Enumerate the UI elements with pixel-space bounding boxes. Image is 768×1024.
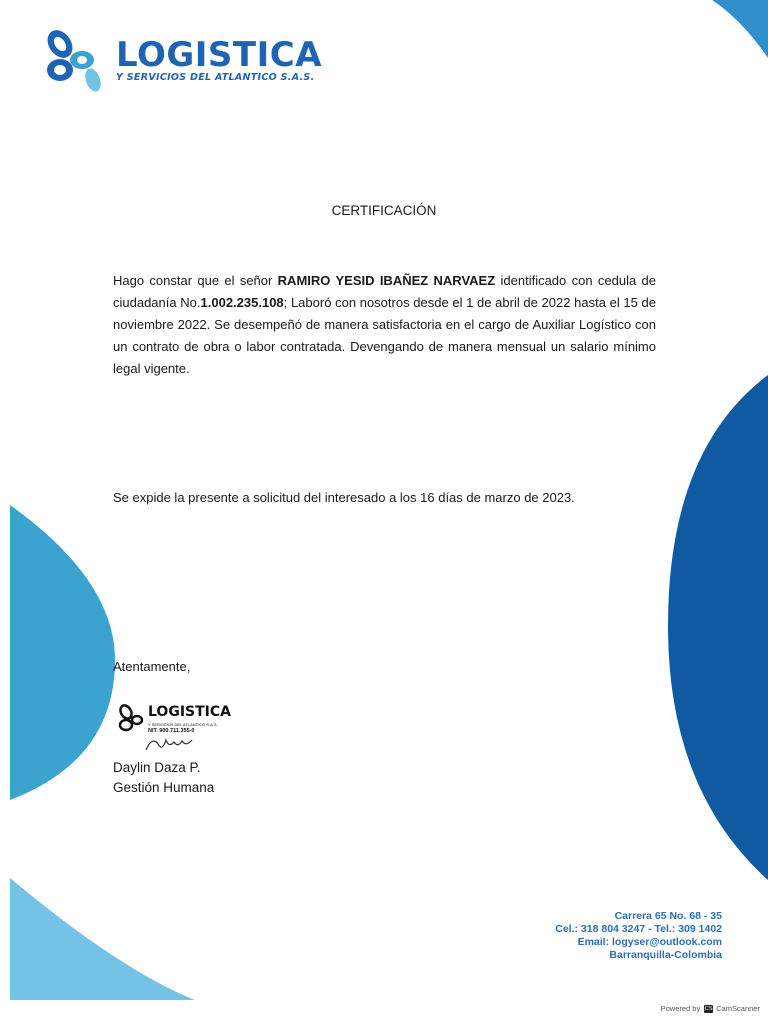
paragraph-part-3: ; Laboró con nosotros desde el 1 de abril de 2022 hasta el 15 de noviembre 2022. Se desempeñó de manera satisfactoria en el cargo de (113, 295, 656, 332)
left-arc (10, 505, 115, 800)
contact-phones: Cel.: 318 804 3247 - Tel.: 309 1402 (555, 923, 722, 935)
stamp-subtitle: Y SERVICIOS DEL ATLANTICO S.A.S. (148, 722, 218, 727)
camscanner-badge (661, 1004, 760, 1013)
company-stamp (116, 700, 231, 756)
top-right-swoosh (712, 0, 768, 58)
closing-salutation: Atentamente, (113, 659, 191, 674)
paragraph-part-4: con un contrato de obra o labor contratada. Devengando de manera mensual un salario mínimo legal vigente. (113, 317, 656, 376)
camscanner-icon: CS (704, 1005, 713, 1012)
logo-subtitle: Y SERVICIOS DEL ATLANTICO S.A.S. (116, 71, 315, 83)
signer-name: Daylin Daza P. (113, 760, 201, 775)
stamp-title: LOGISTICA (148, 704, 231, 720)
id-number: 1.002.235.108 (200, 295, 284, 310)
company-logo (38, 24, 322, 96)
certification-paragraph (113, 270, 656, 380)
signer-block (113, 758, 214, 798)
logo-symbol-icon (38, 24, 110, 96)
job-position: Auxiliar Logístico (532, 317, 632, 332)
document-title: CERTIFICACIÓN (331, 203, 437, 218)
employee-name: RAMIRO YESID IBAÑEZ NARVAEZ (277, 273, 496, 288)
paragraph-part-1: Hago constar que el señor (113, 273, 278, 288)
contact-address: Carrera 65 No. 68 - 35 (614, 910, 722, 922)
stamp-nit: NIT. 900.711.355-0 (148, 728, 195, 734)
powered-by-label: Powered by (660, 1004, 701, 1013)
bottom-left-swoosh (10, 878, 195, 1000)
contact-city: Barranquilla-Colombia (609, 949, 722, 961)
contact-info (555, 910, 722, 962)
signer-role: Gestión Humana (113, 780, 215, 795)
contact-email: Email: logyser@outlook.com (577, 936, 722, 948)
signature-scribble (146, 740, 192, 750)
paragraph-part-2: identificado con cedula de ciudadanía No. (113, 273, 656, 310)
camscanner-name: CamScanner (716, 1004, 760, 1013)
right-arc (668, 375, 768, 880)
issued-statement: Se expide la presente a solicitud del interesado a los 16 días de marzo de 2023. (113, 490, 575, 505)
logo-title: LOGISTICA (116, 34, 323, 75)
